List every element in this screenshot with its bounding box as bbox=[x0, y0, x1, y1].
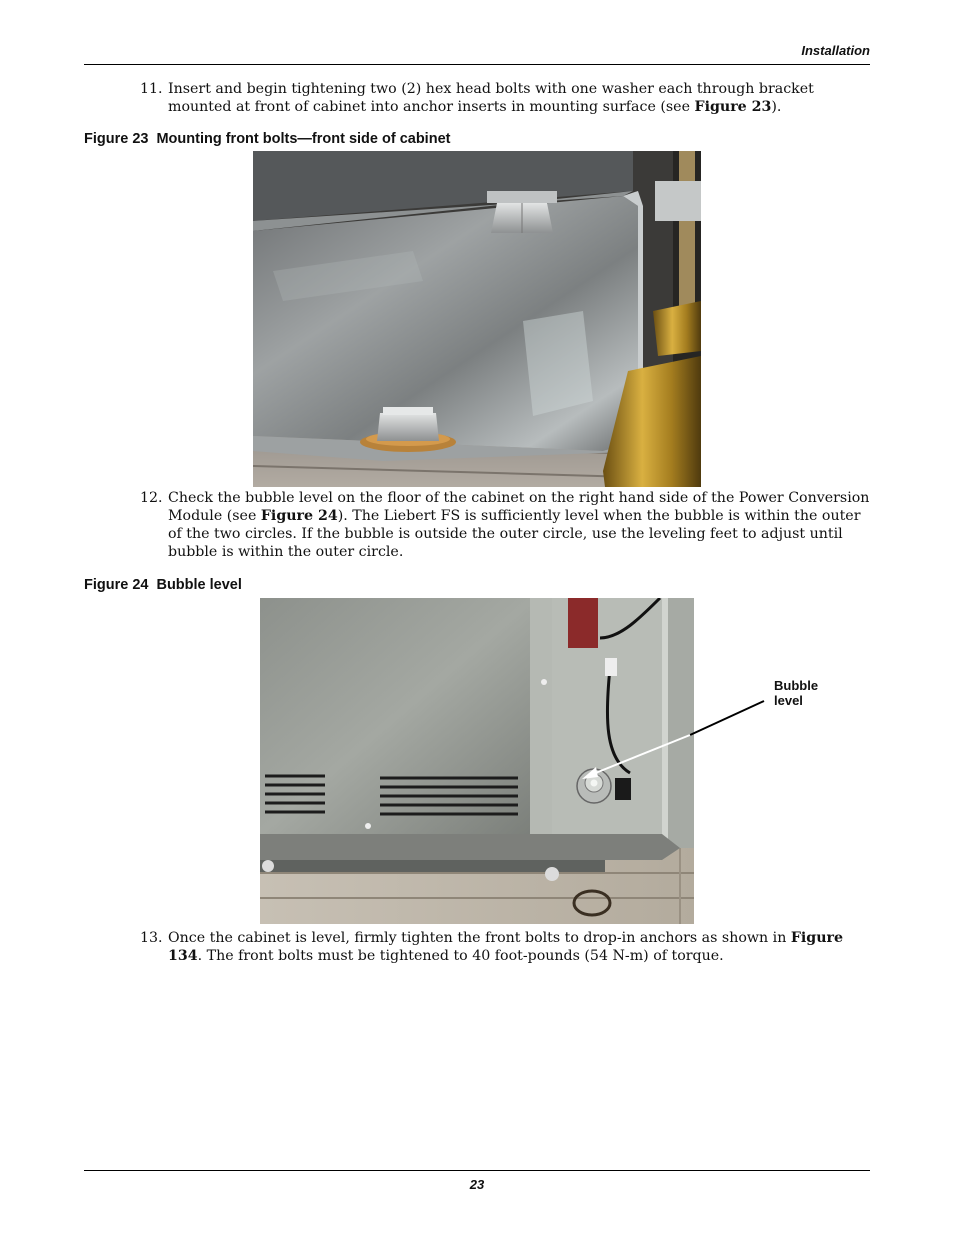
step-text bbox=[168, 489, 870, 561]
step-text-part: Insert and begin tightening two (2) hex head bolts with one washer each through bracket mounted at front of cabinet into anchor inserts in mounting surface (see bbox=[168, 81, 814, 115]
step-12 bbox=[140, 489, 870, 561]
callout-line: Bubble bbox=[774, 678, 819, 693]
figure-ref-link[interactable]: Figure 24 bbox=[260, 508, 338, 524]
bubble-level-callout bbox=[774, 678, 818, 708]
figure-title: Mounting front bolts—front side of cabinet bbox=[156, 131, 451, 147]
figure-24-caption bbox=[84, 577, 242, 593]
step-text-part: Once the cabinet is level, firmly tighten the front bolts to drop-in anchors as shown in bbox=[168, 930, 791, 946]
figure-23-photo bbox=[253, 151, 701, 487]
step-text-part: . The front bolts must be tightened to 40 foot-pounds (54 N-m) of torque. bbox=[197, 948, 724, 964]
step-number: 13. bbox=[140, 930, 163, 946]
figure-label: Figure 23 bbox=[84, 131, 149, 147]
step-text-part: ). bbox=[771, 99, 782, 115]
step-number: 11. bbox=[140, 81, 163, 97]
step-13 bbox=[140, 929, 870, 965]
footer-rule bbox=[84, 1170, 870, 1171]
header-rule bbox=[84, 64, 870, 65]
figure-title: Bubble level bbox=[156, 577, 242, 593]
step-text-part: ). The Liebert FS is sufficiently level when the bubble is within the outer of the two circles. If the bubble is outside the outer circle, use the leveling feet to adjust until bubble is within the outer circle. bbox=[168, 508, 861, 560]
step-text bbox=[168, 80, 870, 116]
figure-ref-link[interactable]: Figure 23 bbox=[694, 99, 772, 115]
step-text-part: Check the bubble level on the floor of the cabinet on the right hand side of the Power Conversion Module (see bbox=[168, 490, 870, 524]
step-number: 12. bbox=[140, 490, 163, 506]
page-number: 23 bbox=[469, 1177, 485, 1192]
step-11 bbox=[140, 80, 870, 116]
figure-23-caption bbox=[84, 131, 450, 147]
figure-label: Figure 24 bbox=[84, 577, 149, 593]
figure-24-photo bbox=[260, 598, 694, 924]
step-text bbox=[168, 929, 870, 965]
callout-line: level bbox=[774, 693, 803, 708]
figure-ref-link[interactable]: Figure 134 bbox=[168, 930, 844, 964]
page-header-section: Installation bbox=[801, 43, 870, 58]
